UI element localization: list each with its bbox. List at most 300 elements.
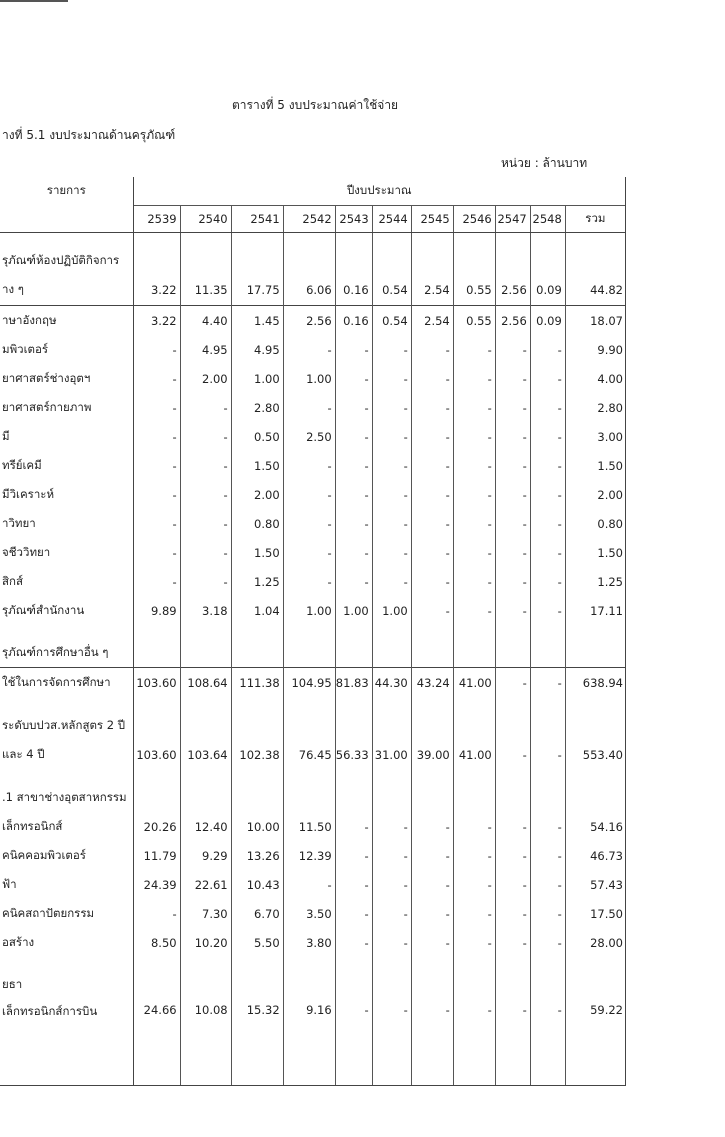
value-cell: - [335, 567, 372, 596]
value-cell: - [411, 841, 453, 870]
value-cell [283, 711, 335, 740]
value-cell [453, 638, 495, 668]
value-cell: - [372, 999, 411, 1086]
value-cell [133, 711, 180, 740]
value-cell: - [530, 812, 565, 841]
spacer-cell [231, 233, 283, 247]
value-cell [530, 638, 565, 668]
value-cell: 0.54 [372, 306, 411, 336]
spacer-cell [565, 770, 625, 783]
value-cell: - [495, 812, 530, 841]
value-cell: 103.64 [180, 740, 231, 770]
value-cell: - [411, 480, 453, 509]
table-title: ตารางที่ 5 งบประมาณค่าใช้จ่าย [232, 98, 399, 112]
value-cell: - [453, 841, 495, 870]
spacer-cell [372, 625, 411, 638]
value-cell: - [180, 538, 231, 567]
value-cell: 4.40 [180, 306, 231, 336]
value-cell [411, 638, 453, 668]
value-cell: - [495, 451, 530, 480]
value-cell: 41.00 [453, 740, 495, 770]
spacer-cell [411, 625, 453, 638]
row-spacer [0, 770, 626, 783]
value-cell: - [453, 899, 495, 928]
value-cell: - [335, 335, 372, 364]
value-cell: 2.54 [411, 275, 453, 306]
value-cell: - [335, 509, 372, 538]
total-cell: 17.50 [565, 899, 625, 928]
value-cell: - [453, 451, 495, 480]
table-row [0, 393, 626, 422]
value-cell: 44.30 [372, 668, 411, 699]
table-row [0, 870, 626, 899]
fiscal-year-header: ปีงบประมาณ [133, 177, 625, 206]
spacer-cell [495, 625, 530, 638]
spacer-cell [335, 957, 372, 970]
value-cell: - [283, 393, 335, 422]
table-row [0, 275, 626, 306]
value-cell [411, 970, 453, 999]
spacer-cell [530, 625, 565, 638]
value-cell: - [530, 451, 565, 480]
year-header: 2540 [180, 206, 231, 233]
value-cell: - [453, 335, 495, 364]
spacer-cell [495, 698, 530, 711]
row-label: และ 4 ปี [0, 740, 133, 770]
table-row [0, 928, 626, 957]
value-cell [231, 246, 283, 275]
spacer-cell [453, 233, 495, 247]
value-cell [495, 970, 530, 999]
value-cell: 39.00 [411, 740, 453, 770]
row-label: าษาอังกฤษ [0, 306, 133, 336]
value-cell: 3.80 [283, 928, 335, 957]
value-cell [283, 783, 335, 812]
total-cell: 2.80 [565, 393, 625, 422]
value-cell: - [453, 480, 495, 509]
spacer-cell [453, 770, 495, 783]
year-header: 2547 [495, 206, 530, 233]
total-cell: 57.43 [565, 870, 625, 899]
value-cell: - [133, 422, 180, 451]
value-cell: - [453, 928, 495, 957]
value-cell: 10.00 [231, 812, 283, 841]
spacer-cell [411, 233, 453, 247]
value-cell: 31.00 [372, 740, 411, 770]
value-cell: - [530, 740, 565, 770]
value-cell [453, 970, 495, 999]
value-cell: 9.89 [133, 596, 180, 625]
value-cell: 0.55 [453, 275, 495, 306]
row-label: ยาศาสตร์ช่างอุตฯ [0, 364, 133, 393]
row-label: าง ๆ [0, 275, 133, 306]
value-cell: - [335, 899, 372, 928]
value-cell: - [372, 870, 411, 899]
total-cell: 44.82 [565, 275, 625, 306]
value-cell: - [372, 812, 411, 841]
row-label: เล็กทรอนิกส์การบิน [0, 999, 133, 1086]
table-row [0, 970, 626, 999]
value-cell: - [495, 335, 530, 364]
value-cell [411, 711, 453, 740]
total-cell [565, 711, 625, 740]
total-cell: 3.00 [565, 422, 625, 451]
value-cell: - [411, 422, 453, 451]
spacer-cell [495, 957, 530, 970]
total-cell: 28.00 [565, 928, 625, 957]
value-cell [283, 970, 335, 999]
spacer-cell [565, 698, 625, 711]
value-cell: - [335, 870, 372, 899]
row-label: เล็กทรอนิกส์ [0, 812, 133, 841]
year-header: 2541 [231, 206, 283, 233]
value-cell: 0.50 [231, 422, 283, 451]
value-cell: 24.66 [133, 999, 180, 1086]
spacer-cell [283, 770, 335, 783]
table-row [0, 711, 626, 740]
value-cell: - [411, 567, 453, 596]
spacer-cell [372, 698, 411, 711]
total-cell: 18.07 [565, 306, 625, 336]
value-cell: - [495, 480, 530, 509]
value-cell [335, 970, 372, 999]
row-label: คนิคสถาปัตยกรรม [0, 899, 133, 928]
value-cell: - [411, 451, 453, 480]
value-cell [495, 711, 530, 740]
value-cell: 6.70 [231, 899, 283, 928]
value-cell: - [453, 567, 495, 596]
value-cell: - [530, 364, 565, 393]
value-cell: 43.24 [411, 668, 453, 699]
value-cell [133, 638, 180, 668]
value-cell: - [372, 480, 411, 509]
value-cell: - [530, 335, 565, 364]
value-cell: - [495, 393, 530, 422]
value-cell: - [530, 899, 565, 928]
spacer-cell [283, 698, 335, 711]
value-cell: - [453, 538, 495, 567]
spacer-cell [530, 233, 565, 247]
spacer-cell [411, 698, 453, 711]
value-cell: 2.56 [283, 306, 335, 336]
spacer-cell [0, 957, 133, 970]
row-label: คนิคคอมพิวเตอร์ [0, 841, 133, 870]
value-cell [231, 970, 283, 999]
value-cell [180, 783, 231, 812]
spacer-cell [372, 233, 411, 247]
value-cell: 41.00 [453, 668, 495, 699]
spacer-cell [335, 698, 372, 711]
value-cell: - [180, 480, 231, 509]
value-cell: 6.06 [283, 275, 335, 306]
year-header: 2539 [133, 206, 180, 233]
table-row [0, 451, 626, 480]
value-cell [372, 970, 411, 999]
value-cell: - [411, 870, 453, 899]
value-cell: - [495, 870, 530, 899]
value-cell: - [180, 393, 231, 422]
value-cell: - [335, 538, 372, 567]
value-cell: 0.16 [335, 306, 372, 336]
value-cell: - [453, 422, 495, 451]
table-subtitle: างที่ 5.1 งบประมาณด้านครุภัณฑ์ [2, 128, 176, 142]
spacer-cell [453, 957, 495, 970]
row-spacer [0, 698, 626, 711]
value-cell: 0.09 [530, 275, 565, 306]
spacer-cell [180, 698, 231, 711]
value-cell: 17.75 [231, 275, 283, 306]
value-cell: - [453, 596, 495, 625]
value-cell: 20.26 [133, 812, 180, 841]
spacer-cell [565, 233, 625, 247]
value-cell: 81.83 [335, 668, 372, 699]
value-cell [495, 246, 530, 275]
value-cell: 4.95 [231, 335, 283, 364]
value-cell: - [335, 393, 372, 422]
total-cell: 54.16 [565, 812, 625, 841]
total-cell: 59.22 [565, 999, 625, 1086]
value-cell [372, 783, 411, 812]
table-row [0, 783, 626, 812]
value-cell [453, 246, 495, 275]
table-row [0, 899, 626, 928]
value-cell [372, 246, 411, 275]
row-spacer [0, 957, 626, 970]
value-cell: 5.50 [231, 928, 283, 957]
total-cell [565, 638, 625, 668]
year-header: 2546 [453, 206, 495, 233]
value-cell: 1.50 [231, 538, 283, 567]
spacer-cell [133, 233, 180, 247]
value-cell [453, 711, 495, 740]
value-cell: - [411, 899, 453, 928]
total-cell: 638.94 [565, 668, 625, 699]
total-cell: 1.50 [565, 538, 625, 567]
table-row [0, 841, 626, 870]
value-cell: - [530, 668, 565, 699]
spacer-cell [133, 770, 180, 783]
value-cell: 24.39 [133, 870, 180, 899]
value-cell: 2.56 [495, 275, 530, 306]
year-header: 2544 [372, 206, 411, 233]
value-cell: - [335, 999, 372, 1086]
value-cell: 104.95 [283, 668, 335, 699]
row-spacer [0, 233, 626, 247]
value-cell: - [133, 393, 180, 422]
row-label: ยาศาสตร์กายภาพ [0, 393, 133, 422]
value-cell: 7.30 [180, 899, 231, 928]
value-cell [453, 783, 495, 812]
value-cell: 111.38 [231, 668, 283, 699]
value-cell: - [530, 841, 565, 870]
spacer-cell [495, 770, 530, 783]
table-row [0, 668, 626, 699]
value-cell [180, 638, 231, 668]
row-label: สิกส์ [0, 567, 133, 596]
value-cell [283, 246, 335, 275]
value-cell: - [283, 451, 335, 480]
spacer-cell [453, 698, 495, 711]
table-row [0, 812, 626, 841]
item-header: รายการ [0, 177, 133, 233]
value-cell: 9.29 [180, 841, 231, 870]
value-cell: - [335, 364, 372, 393]
value-cell: - [530, 538, 565, 567]
value-cell: 13.26 [231, 841, 283, 870]
spacer-cell [530, 957, 565, 970]
value-cell: - [530, 567, 565, 596]
table-row [0, 999, 626, 1086]
value-cell [372, 638, 411, 668]
value-cell: 2.56 [495, 306, 530, 336]
value-cell: 1.00 [335, 596, 372, 625]
value-cell: - [411, 364, 453, 393]
table-row [0, 596, 626, 625]
table-row [0, 740, 626, 770]
value-cell: 2.50 [283, 422, 335, 451]
value-cell: - [495, 364, 530, 393]
value-cell [530, 783, 565, 812]
value-cell: 2.00 [231, 480, 283, 509]
spacer-cell [133, 957, 180, 970]
row-label: อสร้าง [0, 928, 133, 957]
value-cell: - [133, 480, 180, 509]
value-cell: - [372, 841, 411, 870]
spacer-cell [335, 625, 372, 638]
value-cell: - [372, 364, 411, 393]
value-cell: - [495, 596, 530, 625]
value-cell: 12.40 [180, 812, 231, 841]
table-row [0, 538, 626, 567]
row-label: ทรีย์เคมี [0, 451, 133, 480]
value-cell [372, 711, 411, 740]
table-row [0, 246, 626, 275]
value-cell: 102.38 [231, 740, 283, 770]
value-cell: - [180, 509, 231, 538]
value-cell: 11.35 [180, 275, 231, 306]
value-cell: 0.09 [530, 306, 565, 336]
value-cell: - [372, 422, 411, 451]
spacer-cell [0, 770, 133, 783]
spacer-cell [231, 957, 283, 970]
total-cell: 0.80 [565, 509, 625, 538]
value-cell: 108.64 [180, 668, 231, 699]
row-label: รุภัณฑ์ห้องปฏิบัติกิจการ [0, 246, 133, 275]
value-cell: 1.00 [372, 596, 411, 625]
value-cell: - [530, 480, 565, 509]
spacer-cell [335, 770, 372, 783]
value-cell: 22.61 [180, 870, 231, 899]
value-cell [180, 711, 231, 740]
value-cell: 10.08 [180, 999, 231, 1086]
total-cell: 2.00 [565, 480, 625, 509]
value-cell: - [133, 538, 180, 567]
total-cell: 1.25 [565, 567, 625, 596]
value-cell: - [133, 509, 180, 538]
value-cell: - [530, 870, 565, 899]
row-label: ใช้ในการจัดการศึกษา [0, 668, 133, 699]
total-header: รวม [565, 206, 625, 233]
spacer-cell [565, 625, 625, 638]
table-row [0, 422, 626, 451]
value-cell: 1.50 [231, 451, 283, 480]
value-cell: - [180, 451, 231, 480]
spacer-cell [411, 957, 453, 970]
spacer-cell [411, 770, 453, 783]
value-cell: - [411, 999, 453, 1086]
value-cell [530, 970, 565, 999]
value-cell: - [495, 538, 530, 567]
value-cell: 56.33 [335, 740, 372, 770]
spacer-cell [0, 698, 133, 711]
value-cell: - [411, 812, 453, 841]
top-edge-mark [0, 0, 68, 2]
row-label: รุภัณฑ์การศึกษาอื่น ๆ [0, 638, 133, 668]
spacer-cell [372, 957, 411, 970]
value-cell [231, 638, 283, 668]
value-cell: - [133, 567, 180, 596]
value-cell [530, 711, 565, 740]
row-label: มพิวเตอร์ [0, 335, 133, 364]
value-cell [335, 638, 372, 668]
value-cell [231, 783, 283, 812]
total-cell: 17.11 [565, 596, 625, 625]
value-cell: 10.43 [231, 870, 283, 899]
value-cell: 103.60 [133, 740, 180, 770]
value-cell [180, 246, 231, 275]
spacer-cell [133, 698, 180, 711]
value-cell: - [283, 509, 335, 538]
spacer-cell [530, 770, 565, 783]
value-cell: - [283, 480, 335, 509]
spacer-cell [283, 957, 335, 970]
spacer-cell [231, 770, 283, 783]
table-row [0, 638, 626, 668]
value-cell: 0.54 [372, 275, 411, 306]
row-label: ระดับบปวส.หลักสูตร 2 ปี [0, 711, 133, 740]
value-cell: - [495, 668, 530, 699]
value-cell: 4.95 [180, 335, 231, 364]
value-cell [133, 783, 180, 812]
value-cell: 15.32 [231, 999, 283, 1086]
total-cell: 9.90 [565, 335, 625, 364]
unit-label: หน่วย : ล้านบาท [501, 156, 588, 170]
value-cell: - [133, 364, 180, 393]
value-cell: - [335, 422, 372, 451]
value-cell [530, 246, 565, 275]
value-cell: - [283, 538, 335, 567]
value-cell: 76.45 [283, 740, 335, 770]
spacer-cell [0, 233, 133, 247]
value-cell: 2.54 [411, 306, 453, 336]
value-cell: - [372, 393, 411, 422]
value-cell: - [180, 422, 231, 451]
value-cell: - [453, 364, 495, 393]
value-cell: - [453, 870, 495, 899]
value-cell [335, 711, 372, 740]
value-cell [335, 783, 372, 812]
value-cell: - [335, 480, 372, 509]
value-cell: - [411, 335, 453, 364]
value-cell: - [495, 422, 530, 451]
value-cell: - [180, 567, 231, 596]
value-cell: 8.50 [133, 928, 180, 957]
value-cell [335, 246, 372, 275]
value-cell: - [530, 422, 565, 451]
table-row [0, 567, 626, 596]
value-cell: - [530, 393, 565, 422]
value-cell: - [495, 928, 530, 957]
